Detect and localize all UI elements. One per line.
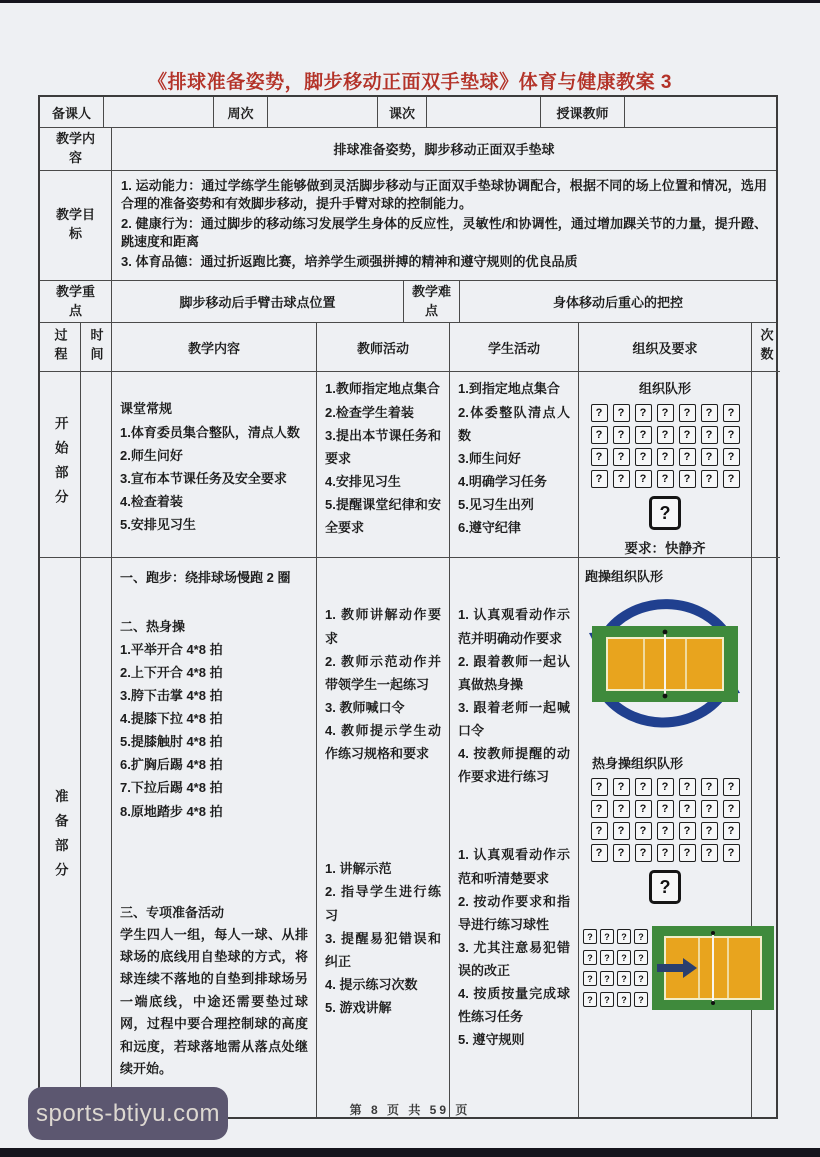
student-position-glyph: ? <box>635 844 652 862</box>
header-content: 教学内容 <box>112 323 317 372</box>
student-position-glyph: ? <box>657 844 674 862</box>
opening-student-item: 5.见习生出列 <box>458 497 534 512</box>
objective-item: 1. 运动能力：通过学练学生能够做到灵活脚步移动与正面双手垫球协调配合，根据不同的场上位置和情况，选用合理的准备姿势和有效脚步移动，提升手臂对球的控制能力。 <box>121 177 767 212</box>
opening-teacher-item: 4.安排见习生 <box>325 473 401 489</box>
student-position-glyph: ? <box>723 470 740 488</box>
preparation-time-cell <box>81 558 112 1117</box>
lesson-number-label: 课次 <box>378 97 427 128</box>
student-position-glyph: ? <box>635 426 652 444</box>
student-position-glyph: ? <box>591 470 608 488</box>
opening-student-item: 4.明确学习任务 <box>458 473 547 489</box>
student-position-glyph: ? <box>583 929 597 944</box>
formation-row <box>591 800 740 818</box>
net-post <box>711 1001 715 1005</box>
student-position-glyph: ? <box>701 778 718 796</box>
student-position-glyph: ? <box>635 448 652 466</box>
student-position-glyph: ? <box>600 950 614 965</box>
prep-student-item: 3. 跟着老师一起喊口令 <box>458 699 570 738</box>
formation-row <box>591 404 740 422</box>
page-number: 第 8 页 共 59 页 <box>349 1103 471 1117</box>
warmup-formation-label: 热身操组织队形 <box>592 756 684 772</box>
student-formation-grid <box>591 404 740 488</box>
formation-row <box>591 470 740 488</box>
prep-teacher-value <box>104 97 214 128</box>
objective-item: 2. 健康行为：通过脚步的移动练习发展学生身体的反应性，灵敏性/和协调性，通过增加踝关节的力量，提升蹬、跳速度和距离 <box>121 215 767 250</box>
prep-student-item: 5. 遵守规则 <box>458 1032 525 1048</box>
student-position-glyph: ? <box>701 844 718 862</box>
student-position-glyph: ? <box>635 800 652 818</box>
prep-warmup-title: 二、热身操 <box>120 618 186 634</box>
prep-student-item: 4. 按质按量完成球性练习任务 <box>458 986 570 1025</box>
teaching-content-label: 教学内容 <box>40 128 112 171</box>
header-time: 时间 <box>81 323 112 372</box>
prep-teacher-item: 1. 教师讲解动作要求 <box>325 607 441 646</box>
opening-teacher-item: 3.提出本节课任务和要求 <box>325 427 441 466</box>
student-position-glyph: ? <box>701 822 718 840</box>
student-position-glyph: ? <box>613 822 630 840</box>
formation-row <box>591 778 740 796</box>
opening-times-cell <box>752 372 780 558</box>
prep-teacher-item: 2. 指导学生进行练习 <box>325 884 441 923</box>
objectives-text <box>112 171 776 281</box>
header-organization: 组织及要求 <box>579 323 752 372</box>
formation-row <box>583 929 648 944</box>
prep-student-item: 4. 按教师提醒的动作要求进行练习 <box>458 746 570 785</box>
prep-teacher-item: 3. 提醒易犯错误和纠正 <box>325 930 441 969</box>
student-position-glyph: ? <box>701 426 718 444</box>
student-position-glyph: ? <box>591 404 608 422</box>
teaching-content-row <box>40 128 776 171</box>
student-position-glyph: ? <box>591 426 608 444</box>
process-header-row <box>40 323 776 372</box>
student-position-glyph: ? <box>591 822 608 840</box>
student-position-glyph: ? <box>657 426 674 444</box>
drill-organization-group <box>583 926 773 1010</box>
info-row <box>40 97 776 128</box>
opening-phase-row <box>40 372 776 558</box>
student-position-glyph: ? <box>701 470 718 488</box>
warmup-item: 8.原地踏步 4*8 拍 <box>120 803 223 819</box>
opening-content-item: 4.检查着装 <box>120 493 183 509</box>
preparation-phase-row <box>40 558 776 1117</box>
student-position-glyph: ? <box>617 950 631 965</box>
student-position-glyph: ? <box>723 800 740 818</box>
student-position-glyph: ? <box>701 404 718 422</box>
focus-row <box>40 281 776 324</box>
focus-label: 教学重点 <box>40 281 112 324</box>
student-position-glyph: ? <box>723 778 740 796</box>
opening-content-cell <box>112 372 317 558</box>
student-position-glyph: ? <box>679 426 696 444</box>
opening-teacher-item: 5.提醒课堂纪律和安全要求 <box>325 497 441 536</box>
lesson-plan-table <box>38 95 778 1119</box>
prep-student-item: 2. 按动作要求和指导进行练习球性 <box>458 893 570 932</box>
week-value <box>268 97 378 128</box>
preparation-organization-cell <box>579 558 752 1117</box>
instructor-label: 授课教师 <box>541 97 625 128</box>
opening-teacher-item: 1.教师指定地点集合 <box>325 381 440 397</box>
student-position-glyph: ? <box>657 822 674 840</box>
header-times: 次数 <box>752 323 780 372</box>
prep-teacher-label: 备课人 <box>40 97 104 128</box>
student-position-glyph: ? <box>634 950 648 965</box>
opening-content-title: 课堂常规 <box>120 401 173 417</box>
student-position-glyph: ? <box>634 929 648 944</box>
top-edge-bar <box>0 0 820 3</box>
student-position-glyph: ? <box>635 778 652 796</box>
opening-student-item: 6.遵守纪律 <box>458 520 521 536</box>
prep-run-title: 一、跑步：绕排球场慢跑 2 圈 <box>120 570 291 586</box>
focus-value: 脚步移动后手臂击球点位置 <box>112 281 404 324</box>
student-position-glyph: ? <box>613 778 630 796</box>
header-student: 学生活动 <box>450 323 579 372</box>
prep-student-item: 2. 跟着教师一起认真做热身操 <box>458 653 570 692</box>
opening-teacher-cell <box>317 372 450 558</box>
opening-organization-cell <box>579 372 752 558</box>
warmup-item: 5.提膝触肘 4*8 拍 <box>120 734 223 750</box>
instructor-value <box>625 97 776 128</box>
student-position-glyph: ? <box>591 448 608 466</box>
page-title: 《排球准备姿势，脚步移动正面双手垫球》体育与健康教案 3 <box>148 71 672 93</box>
student-position-glyph: ? <box>591 844 608 862</box>
student-position-glyph: ? <box>723 844 740 862</box>
student-position-glyph: ? <box>613 800 630 818</box>
formation-row <box>583 971 648 986</box>
formation-row <box>583 950 648 965</box>
student-position-glyph: ? <box>613 448 630 466</box>
prep-student-item: 3. 尤其注意易犯错误的改正 <box>458 939 570 978</box>
prep-teacher-item: 2. 教师示范动作并带领学生一起练习 <box>325 653 441 692</box>
student-position-glyph: ? <box>701 448 718 466</box>
warmup-item: 2.上下开合 4*8 拍 <box>120 664 223 680</box>
student-position-glyph: ? <box>591 778 608 796</box>
net-post <box>663 694 668 699</box>
prep-teacher-item: 3. 教师喊口令 <box>325 699 405 715</box>
formation-row <box>591 426 740 444</box>
difficulty-label: 教学难点 <box>404 281 460 324</box>
warmup-formation-grid <box>591 778 740 862</box>
opening-content-item: 1.体育委员集合整队，清点人数 <box>120 424 300 440</box>
student-position-glyph: ? <box>613 844 630 862</box>
phase-opening: 开始部分 <box>40 372 81 558</box>
student-position-glyph: ? <box>583 992 597 1007</box>
formation-row <box>591 844 740 862</box>
prep-student-item: 1. 认真观看动作示范和听清楚要求 <box>458 847 570 886</box>
preparation-student-cell <box>450 558 579 1117</box>
opening-student-item: 2.体委整队清点人数 <box>458 404 570 443</box>
header-phase: 过程 <box>40 323 81 372</box>
lesson-number-value <box>427 97 541 128</box>
student-position-glyph: ? <box>600 992 614 1007</box>
formation-title: 组织队形 <box>638 381 691 397</box>
warmup-item: 1.平举开合 4*8 拍 <box>120 641 223 657</box>
student-position-glyph: ? <box>723 448 740 466</box>
prep-teacher-item: 5. 游戏讲解 <box>325 1000 392 1015</box>
student-position-glyph: ? <box>613 426 630 444</box>
warmup-item: 6.扩胸后踢 4*8 拍 <box>120 757 223 773</box>
warmup-item: 3.胯下击掌 4*8 拍 <box>120 687 223 703</box>
student-position-glyph: ? <box>583 971 597 986</box>
warmup-item: 7.下拉后踢 4*8 拍 <box>120 780 223 796</box>
student-position-glyph: ? <box>617 992 631 1007</box>
week-label: 周次 <box>214 97 268 128</box>
student-position-glyph: ? <box>679 778 696 796</box>
opening-content-item: 5.安排见习生 <box>120 517 196 532</box>
net-post <box>711 931 715 935</box>
student-position-glyph: ? <box>600 929 614 944</box>
formation-requirement: 要求：快静齐 <box>624 541 706 557</box>
formation-row <box>591 822 740 840</box>
student-position-glyph: ? <box>701 800 718 818</box>
volleyball-court-run-diagram <box>585 589 745 739</box>
opening-student-item: 1.到指定地点集合 <box>458 381 560 397</box>
student-position-glyph: ? <box>634 992 648 1007</box>
student-position-glyph: ? <box>657 404 674 422</box>
student-position-glyph: ? <box>634 971 648 986</box>
formation-row <box>583 992 648 1007</box>
bottom-edge-bar <box>0 1148 820 1157</box>
student-position-glyph: ? <box>723 822 740 840</box>
opening-content-item: 2.师生问好 <box>120 447 183 463</box>
student-position-glyph: ? <box>635 404 652 422</box>
student-position-glyph: ? <box>679 800 696 818</box>
preparation-content-cell <box>112 558 317 1117</box>
student-position-glyph: ? <box>635 822 652 840</box>
opening-time-cell <box>81 372 112 558</box>
student-position-glyph: ? <box>657 800 674 818</box>
student-position-glyph: ? <box>679 448 696 466</box>
student-position-glyph: ? <box>583 950 597 965</box>
teacher-position-glyph: ? <box>649 496 681 530</box>
student-position-glyph: ? <box>591 800 608 818</box>
prep-drill-title: 三、专项准备活动 <box>120 904 225 920</box>
student-position-glyph: ? <box>679 404 696 422</box>
teacher-position-glyph: ? <box>649 870 681 904</box>
preparation-teacher-cell <box>317 558 450 1117</box>
prep-teacher-item: 4. 提示练习次数 <box>325 976 418 992</box>
opening-student-cell <box>450 372 579 558</box>
student-position-glyph: ? <box>679 470 696 488</box>
student-position-glyph: ? <box>635 470 652 488</box>
student-position-glyph: ? <box>617 929 631 944</box>
student-position-glyph: ? <box>679 844 696 862</box>
opening-content-item: 3.宣布本节课任务及安全要求 <box>120 470 287 486</box>
student-position-glyph: ? <box>617 971 631 986</box>
opening-student-item: 3.师生问好 <box>458 450 521 466</box>
student-position-glyph: ? <box>613 470 630 488</box>
objectives-row <box>40 171 776 281</box>
phase-preparation: 准备部分 <box>40 558 81 1117</box>
formation-row <box>591 448 740 466</box>
student-position-glyph: ? <box>657 448 674 466</box>
difficulty-value: 身体移动后重心的把控 <box>460 281 776 324</box>
opening-teacher-item: 2.检查学生着装 <box>325 404 414 420</box>
run-formation-label: 跑操组织队形 <box>585 569 664 585</box>
net-post <box>663 630 668 635</box>
student-position-glyph: ? <box>657 778 674 796</box>
objectives-label: 教学目标 <box>40 171 112 281</box>
prep-drill-text: 学生四人一组，每人一球、从排球场的底线用自垫球的方式，将球连续不落地的自垫到排球场另一端底线，中途还需要垫过球网，过程中要合理控制球的高度和远度，若球落地需从落点处继续开始。 <box>120 926 308 1076</box>
objective-item: 3. 体育品德：通过折返跑比赛，培养学生顽强拼搏的精神和遵守规则的优良品质 <box>121 253 578 269</box>
student-position-glyph: ? <box>723 426 740 444</box>
preparation-times-cell <box>752 558 780 1117</box>
drill-formation-grid <box>583 929 648 1007</box>
watermark-text: sports-btiyu.com <box>35 1099 221 1127</box>
teaching-content-value: 排球准备姿势，脚步移动正面双手垫球 <box>112 128 776 171</box>
student-position-glyph: ? <box>600 971 614 986</box>
watermark-badge <box>28 1087 228 1140</box>
header-teacher: 教师活动 <box>317 323 450 372</box>
student-position-glyph: ? <box>723 404 740 422</box>
student-position-glyph: ? <box>613 404 630 422</box>
student-position-glyph: ? <box>657 470 674 488</box>
prep-teacher-item: 4. 教师提示学生动作练习规格和要求 <box>325 723 441 762</box>
student-position-glyph: ? <box>679 822 696 840</box>
prep-student-item: 1. 认真观看动作示范并明确动作要求 <box>458 607 570 646</box>
prep-teacher-item: 1. 讲解示范 <box>325 861 392 877</box>
warmup-item: 4.提膝下拉 4*8 拍 <box>120 711 223 726</box>
